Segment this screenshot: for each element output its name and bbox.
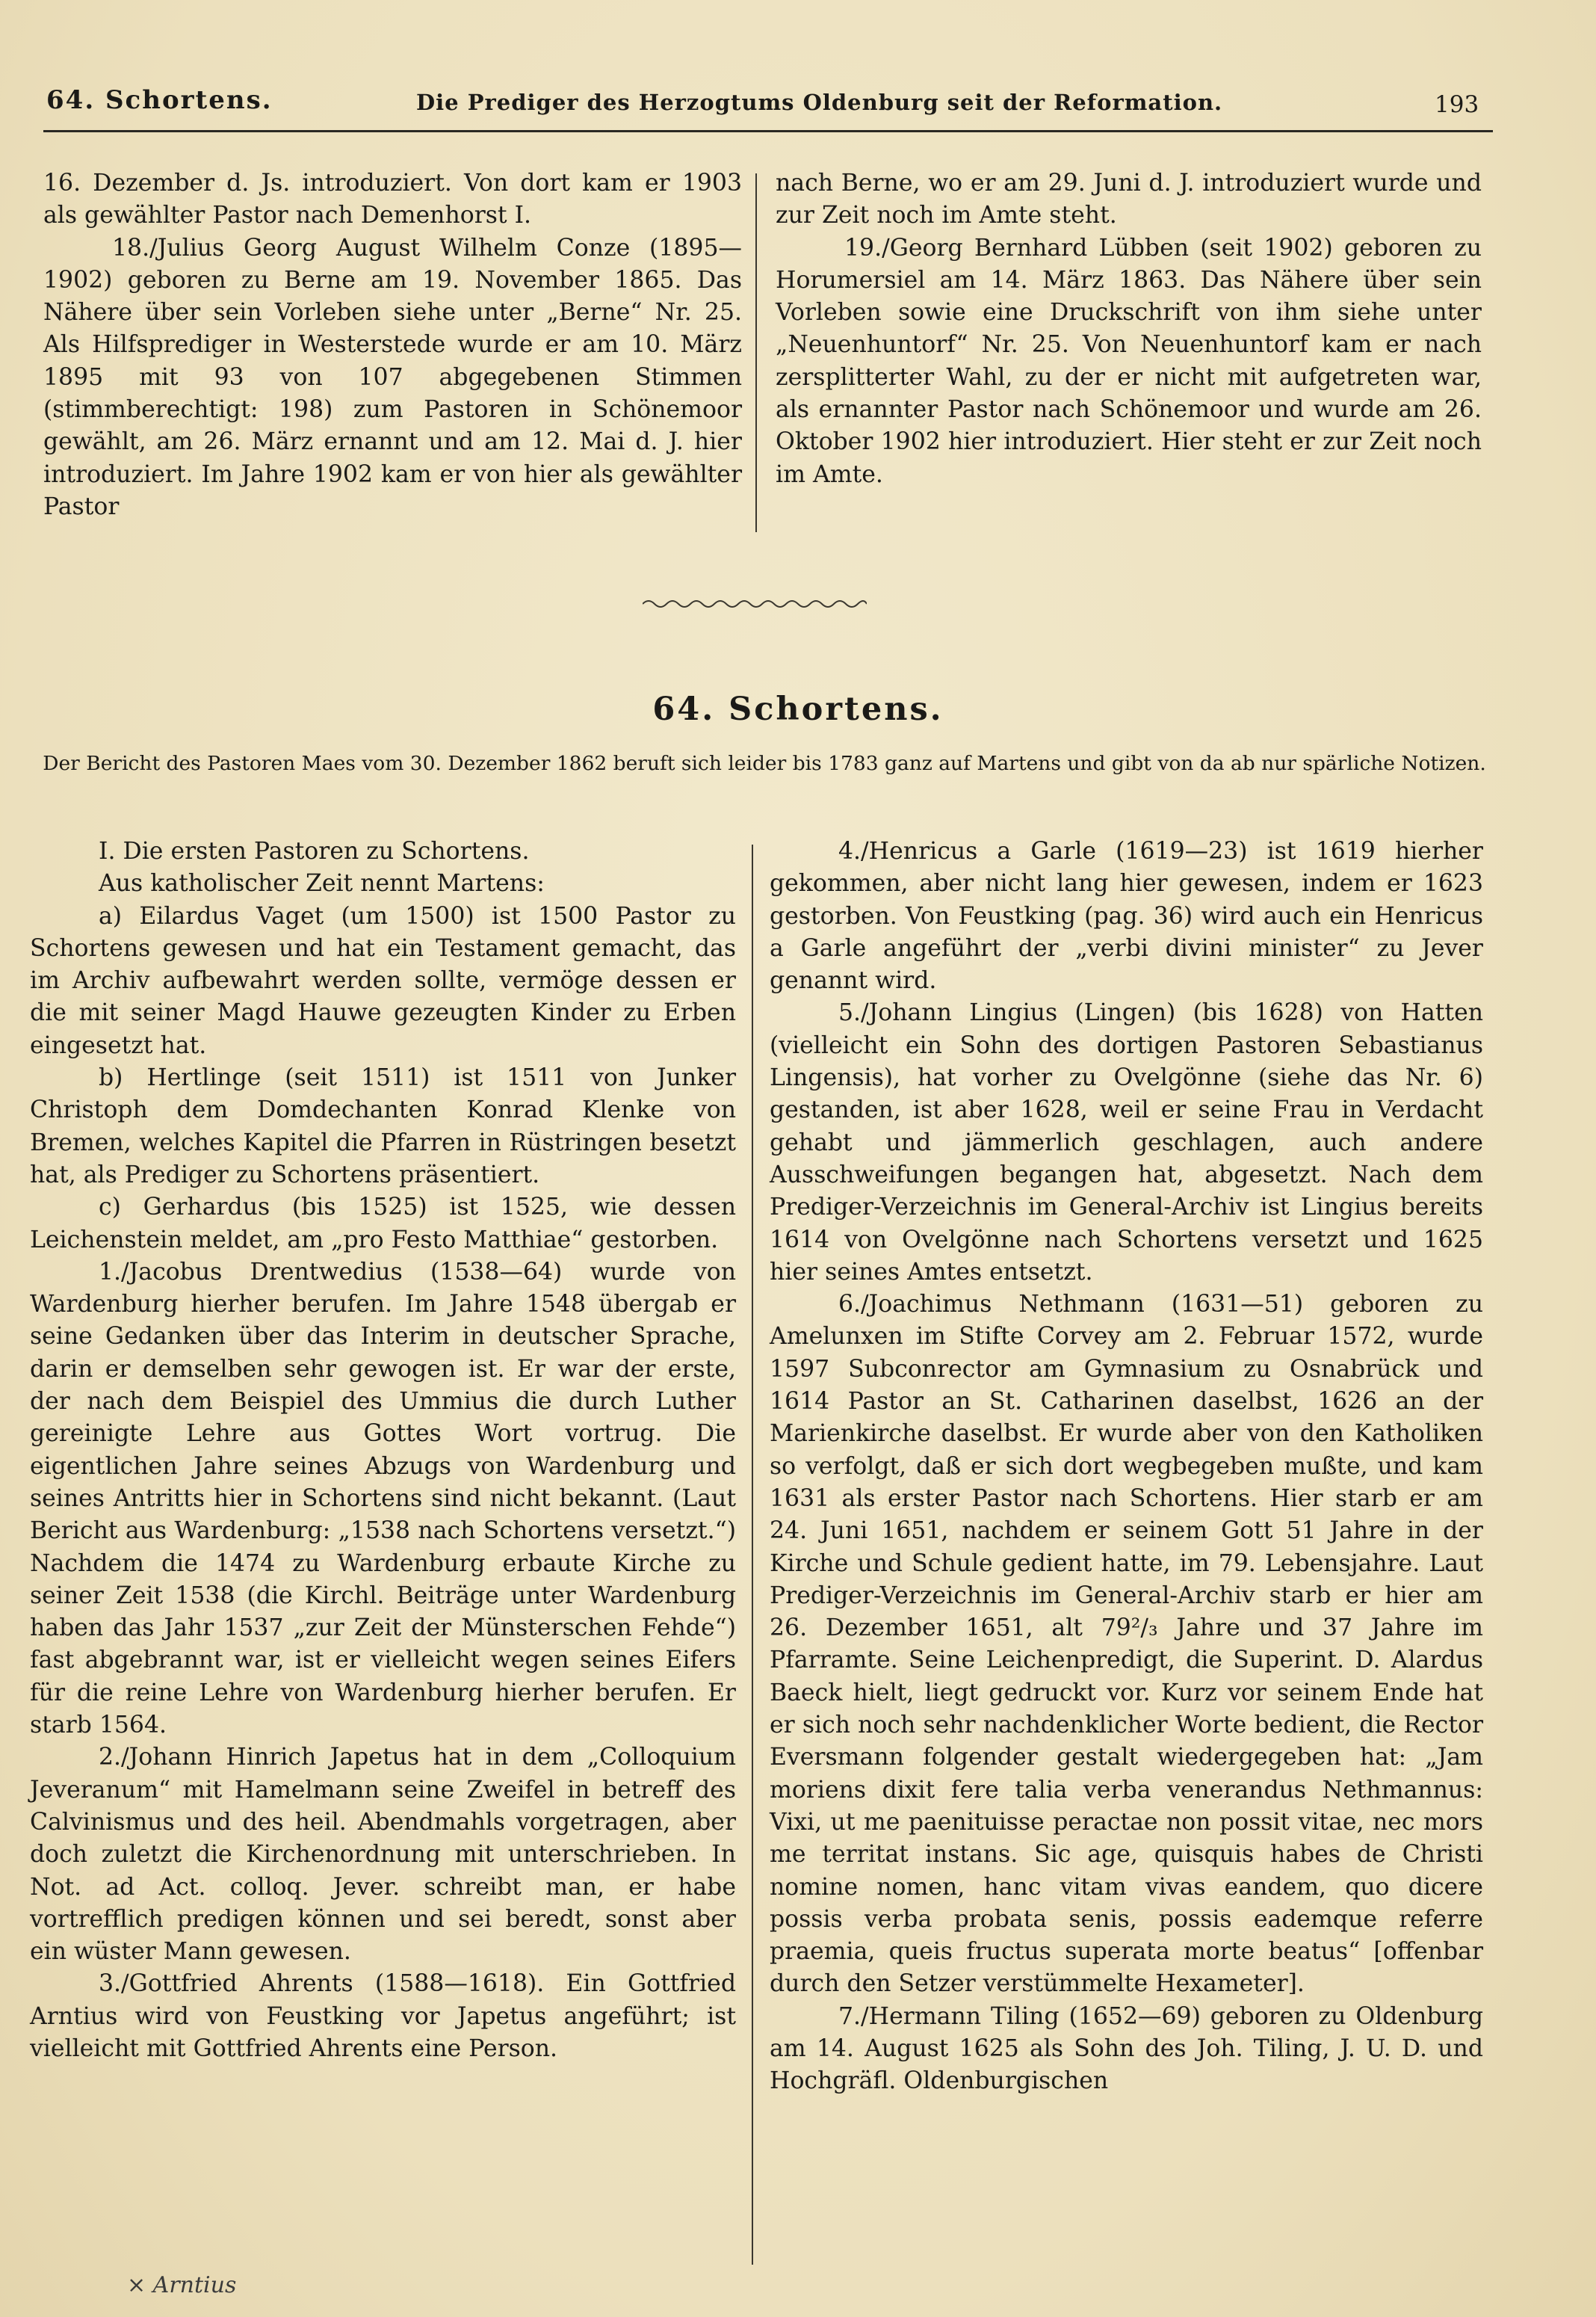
handwritten-footnote: × Arntius <box>127 2272 237 2298</box>
paragraph: a) Eilardus Vaget (um 1500) ist 1500 Pastor zu Schortens gewesen und hat ein Testament gemacht, das im Archiv aufbewahrt werden sollte, vermöge dessen er die mit seiner Magd Hauwe gezeugten Kinder zu Erben eingesetzt hat. <box>30 902 736 1059</box>
section-intro: Der Bericht des Pastoren Maes vom 30. Dezember 1862 beruft sich leider bis 1783 ganz auf Martens und gibt von da ab nur spärliche Notizen. <box>43 752 1486 775</box>
section-title: 64. Schortens. <box>652 691 944 728</box>
header-book-title: Die Prediger des Herzogtums Oldenburg seit der Reformation. <box>416 90 1223 115</box>
main-right-column <box>770 836 1483 2098</box>
paragraph: 6./Joachimus Nethmann (1631—51) geboren zu Amelunxen im Stifte Corvey am 2. Februar 1572, wurde 1597 Subconrector am Gymnasium zu Osnabrück und 1614 Pastor an St. Catharinen daselbst, 1626 an der Marienkirche daselbst. Er wurde aber von den Katholiken so verfolgt, daß er sich dort wegbegeben mußte, und kam 1631 als erster Pastor nach Schortens. Hier starb er am 24. Juni 1651, nachdem er seinem Gott 51 Jahre in der Kirche und Schule gedient hatte, im 79. Lebensjahre. Laut Prediger-Verzeichnis im General-Archiv starb er hier am 26. Dezember 1651, alt 79²/₃ Jahre und 37 Jahre im Pfarramte. Seine Leichenpredigt, die Superint. D. Alardus Baeck hielt, liegt gedruckt vor. Kurz vor seinem Ende hat er sich noch sehr nachdenklicher Worte bedient, die Rector Eversmann folgender gestalt wiedergegeben hat: „Jam moriens dixit fere talia verba venerandus Nethmannus: Vixi, ut me paenituisse peractae non possit vitae, nec mors me territat instans. Sic age, quisquis habes de Christi nomine nomen, hanc vitam vivas eandem, quo dicere possis verba probata senis, possis eademque referre praemia, queis fructus superata morte beatus“ [offenbar durch den Setzer verstümmelte Hexameter]. <box>770 1291 1483 1998</box>
main-left-column <box>30 836 736 2065</box>
running-header <box>39 81 1488 126</box>
paragraph: 5./Johann Lingius (Lingen) (bis 1628) von Hatten (vielleicht ein Sohn des dortigen Pastoren Sebastianus Lingensis), hat vorher zu Ovelgönne (siehe das Nr. 6) gestanden, ist aber 1628, weil er seine Frau in Verdacht gehabt und jämmerlich geschlagen, auch andere Ausschweifungen begangen hat, abgesetzt. Nach dem Prediger-Verzeichnis im General-Archiv ist Lingius bereits 1614 von Ovelgönne nach Schortens versetzt und 1625 hier seines Amtes entsetzt. <box>770 999 1483 1286</box>
ornamental-separator <box>643 595 867 613</box>
paragraph: 1./Jacobus Drentwedius (1538—64) wurde von Wardenburg hierher berufen. Im Jahre 1548 übergab er seine Gedanken über das Interim in deutscher Sprache, darin er demselben sehr gewogen ist. Er war der erste, der nach dem Beispiel des Ummius die durch Luther gereinigte Lehre aus Gottes Wort vortrug. Die eigentlichen Jahre seines Abzugs von Wardenburg und seines Antritts hier in Schortens sind nicht bekannt. (Laut Bericht aus Wardenburg: „1538 nach Schortens versetzt.“) Nachdem die 1474 zu Wardenburg erbaute Kirche zu seiner Zeit 1538 (die Kirchl. Beiträge unter Wardenburg haben das Jahr 1537 „zur Zeit der Münsterschen Fehde“) fast abgebrannt war, ist er vielleicht wegen seines Eifers für die reine Lehre von Wardenburg hierher berufen. Er starb 1564. <box>30 1258 736 1739</box>
paragraph: 2./Johann Hinrich Japetus hat in dem „Colloquium Jeveranum“ mit Hamelmann seine Zweifel in betreff des Calvinismus und des heil. Abendmahls vorgetragen, aber doch zuletzt die Kirchenordnung mit unterschrieben. In Not. ad Act. colloq. Jever. schreibt man, er habe vortrefflich predigen können und sei beredt, sonst aber ein wüster Mann gewesen. <box>30 1744 736 1966</box>
page-number: 193 <box>1435 91 1479 118</box>
paragraph: b) Hertlinge (seit 1511) ist 1511 von Junker Christoph dem Domdechanten Konrad Klenke von Bremen, welches Kapitel die Pfarren in Rüstringen besetzt hat, als Prediger zu Schortens präsentiert. <box>30 1064 736 1188</box>
subheading: I. Die ersten Pastoren zu Schortens. <box>99 838 530 865</box>
column-divider <box>755 173 757 532</box>
paragraph: 19./Georg Bernhard Lübben (seit 1902) geboren zu Horumersiel am 14. März 1863. Das Nähere über sein Vorleben sowie eine Druckschrift von ihm siehe unter „Neuenhuntorf“ Nr. 25. Von Neuenhuntorf kam er nach zersplitterter Wahl, zu der er nicht mit aufgetreten war, als ernannter Pastor nach Schönemoor und wurde am 26. Oktober 1902 hier introduziert. Hier steht er zur Zeit noch im Amte. <box>776 234 1482 488</box>
header-rule <box>43 130 1493 132</box>
column-divider <box>752 845 753 2265</box>
top-right-column <box>776 167 1482 491</box>
paragraph: Aus katholischer Zeit nennt Martens: <box>99 870 545 898</box>
paragraph: c) Gerhardus (bis 1525) ist 1525, wie dessen Leichenstein meldet, am „pro Festo Matthiae“ gestorben. <box>30 1194 736 1253</box>
paragraph: 18./Julius Georg August Wilhelm Conze (1895—1902) geboren zu Berne am 19. November 1865. Das Nähere über sein Vorleben siehe unter „Berne“ Nr. 25. Als Hilfsprediger in Westerstede wurde er am 10. März 1895 mit 93 von 107 abgegebenen Stimmen (stimmberechtigt: 198) zum Pastoren in Schönemoor gewählt, am 26. März ernannt und am 12. Mai d. J. hier introduziert. Im Jahre 1902 kam er von hier als gewählter Pastor <box>43 234 742 520</box>
paragraph: nach Berne, wo er am 29. Juni d. J. introduziert wurde und zur Zeit noch im Amte steht. <box>776 170 1482 229</box>
paragraph: 7./Hermann Tiling (1652—69) geboren zu Oldenburg am 14. August 1625 als Sohn des Joh. Tiling, J. U. D. und Hochgräfl. Oldenburgischen <box>770 2002 1483 2095</box>
top-left-column <box>43 167 742 523</box>
paragraph: 4./Henricus a Garle (1619—23) ist 1619 hierher gekommen, aber nicht lang hier gewesen, indem er 1623 gestorben. Von Feustking (pag. 36) wird auch ein Henricus a Garle angeführt der „verbi divini minister“ zu Jever genannt wird. <box>770 838 1483 995</box>
paragraph: 3./Gottfried Ahrents (1588—1618). Ein Gottfried Arntius wird von Feustking vor Japetus angeführt; ist vielleicht mit Gottfried Ahrents eine Person. <box>30 1970 736 2062</box>
header-section-label: 64. Schortens. <box>46 85 273 115</box>
paragraph: 16. Dezember d. Js. introduziert. Von dort kam er 1903 als gewählter Pastor nach Demenhorst I. <box>43 170 742 229</box>
